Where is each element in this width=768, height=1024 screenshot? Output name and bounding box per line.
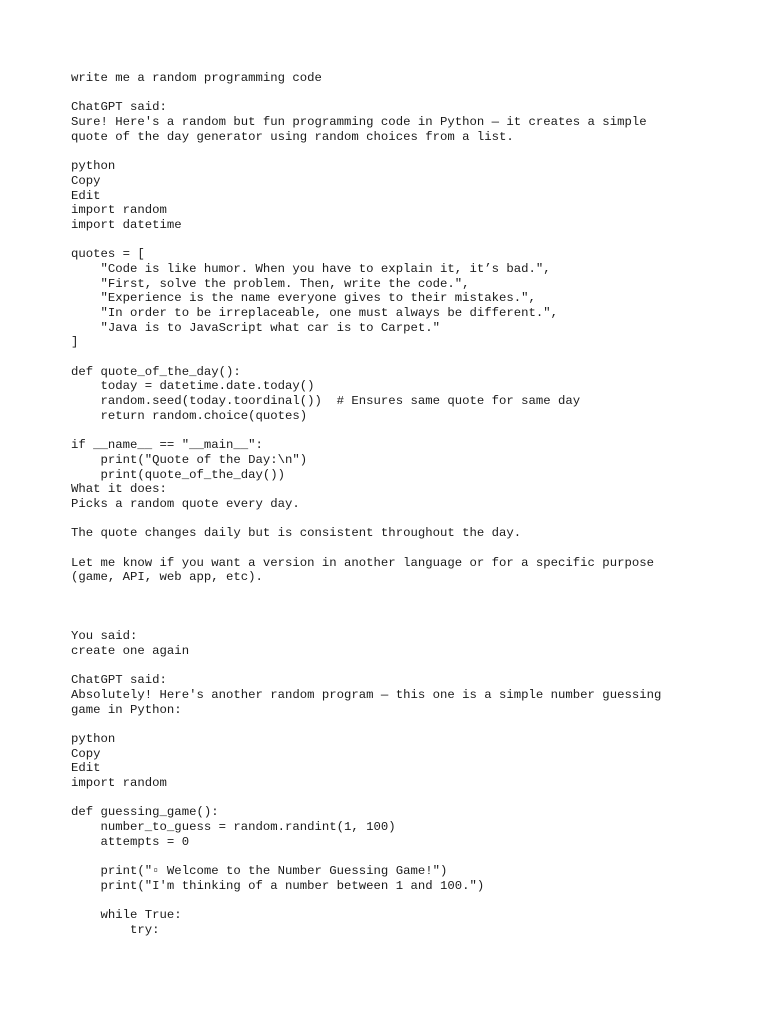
text-line: Edit bbox=[71, 188, 101, 203]
text-line: import datetime bbox=[71, 217, 182, 232]
text-line: write me a random programming code bbox=[71, 71, 322, 85]
text-line: print("Quote of the Day:\n") bbox=[71, 452, 308, 467]
text-line: today = datetime.date.today() bbox=[71, 379, 315, 394]
text-line: random.seed(today.toordinal()) # Ensures same quote for same day bbox=[71, 394, 581, 409]
text-line: Sure! Here's a random but fun programming code in Python — it creates a simple bbox=[71, 115, 647, 130]
text-line: return random.choice(quotes) bbox=[71, 408, 308, 423]
text-line: print("▫ Welcome to the Number Guessing Game!") bbox=[71, 864, 448, 879]
text-line: number_to_guess = random.randint(1, 100) bbox=[71, 820, 396, 835]
text-line bbox=[71, 424, 751, 439]
text-line bbox=[71, 144, 751, 159]
conversation-transcript bbox=[71, 71, 751, 938]
text-line: What it does: bbox=[71, 482, 167, 497]
text-line: game in Python: bbox=[71, 702, 182, 717]
text-line: ] bbox=[71, 335, 79, 350]
text-line: ChatGPT said: bbox=[71, 100, 167, 115]
text-line: print(quote_of_the_day()) bbox=[71, 467, 286, 482]
text-line bbox=[71, 791, 751, 806]
text-line bbox=[71, 350, 751, 365]
text-line bbox=[71, 541, 751, 556]
text-line bbox=[71, 86, 751, 101]
text-line: "Code is like humor. When you have to explain it, it’s bad.", bbox=[71, 261, 551, 276]
text-line: Copy bbox=[71, 746, 101, 761]
text-line bbox=[71, 233, 751, 248]
text-line: Picks a random quote every day. bbox=[71, 496, 300, 511]
text-line: You said: bbox=[71, 629, 138, 644]
text-line: if __name__ == "__main__": bbox=[71, 438, 263, 453]
text-line: try: bbox=[71, 922, 160, 937]
text-line: create one again bbox=[71, 643, 190, 658]
text-line bbox=[71, 717, 751, 732]
text-line: (game, API, web app, etc). bbox=[71, 570, 263, 585]
text-line: Edit bbox=[71, 761, 101, 776]
text-line: python bbox=[71, 731, 116, 746]
text-line: import random bbox=[71, 776, 167, 790]
text-line: print("I'm thinking of a number between 1 and 100.") bbox=[71, 878, 485, 893]
text-line: "Java is to JavaScript what car is to Carpet." bbox=[71, 320, 440, 335]
text-line bbox=[71, 600, 751, 615]
text-line: Copy bbox=[71, 173, 101, 188]
text-line: "Experience is the name everyone gives to their mistakes.", bbox=[71, 291, 536, 306]
text-line bbox=[71, 894, 751, 909]
text-line: def quote_of_the_day(): bbox=[71, 364, 241, 379]
text-line bbox=[71, 659, 751, 674]
text-line bbox=[71, 512, 751, 527]
text-line: def guessing_game(): bbox=[71, 805, 219, 820]
text-line bbox=[71, 849, 751, 864]
text-line: import random bbox=[71, 203, 167, 218]
text-line bbox=[71, 585, 751, 600]
text-line: ChatGPT said: bbox=[71, 673, 167, 688]
text-line: python bbox=[71, 159, 116, 174]
text-line: quote of the day generator using random choices from a list. bbox=[71, 129, 514, 144]
text-line: The quote changes daily but is consistent throughout the day. bbox=[71, 526, 522, 541]
text-line: quotes = [ bbox=[71, 247, 145, 262]
text-line: while True: bbox=[71, 908, 182, 923]
text-line: Absolutely! Here's another random program — this one is a simple number guessing bbox=[71, 687, 662, 702]
text-line: "First, solve the problem. Then, write the code.", bbox=[71, 276, 470, 291]
text-line: "In order to be irreplaceable, one must always be different.", bbox=[71, 306, 559, 320]
text-line: attempts = 0 bbox=[71, 834, 190, 849]
text-line bbox=[71, 614, 751, 629]
text-line: Let me know if you want a version in another language or for a specific purpose bbox=[71, 555, 654, 570]
